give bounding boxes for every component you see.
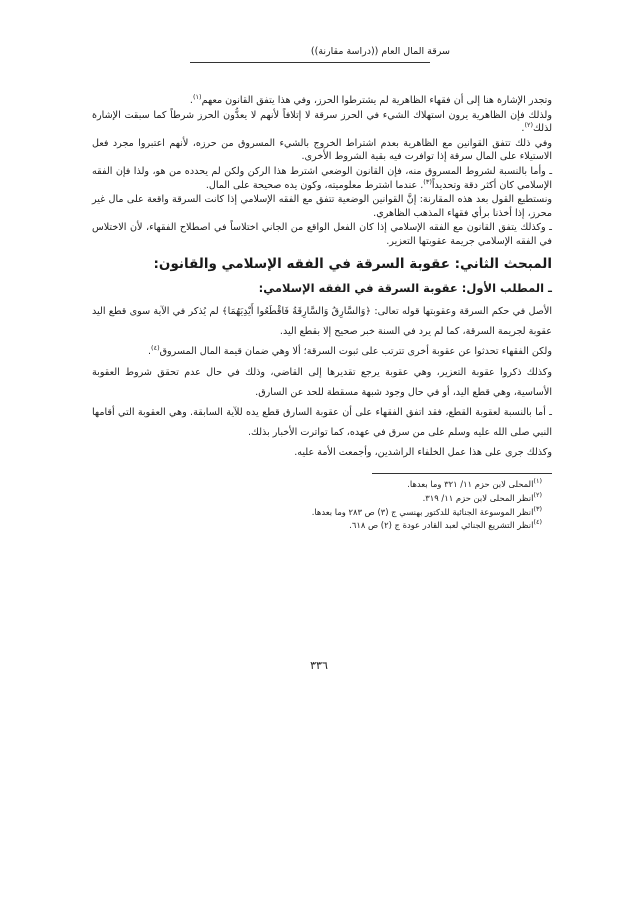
footnote: $^{(٢)}$انظر المحلى لابن حزم ١١/ ٣١٩. bbox=[422, 491, 542, 503]
subsection-title: ـ المطلب الأول: عقوبة السرقة في الفقه الإسلامي: bbox=[258, 280, 552, 295]
footnote: $^{(١)}$المحلى لابن حزم ١١/ ٣٢١ وما بعدها. bbox=[407, 477, 542, 490]
paragraph: وفي ذلك تتفق القوانين مع الظاهرية بعدم اشتراط الخروج بالشيء المسروق من حرزه، لأنهم اعتبروا مجرد فعل الاستيلاء على المال سرقة إذا توافرت فيه بقية الشروط الأخرى. bbox=[92, 137, 552, 163]
footnotes bbox=[92, 478, 552, 532]
paragraph: ولذلك فإن الظاهرية يرون استهلاك الشيء في الحرز سرقة لا إتلافاً لأنهم لا يعدُّون الحرز شرطاً كما سبقت الإشارة لذلك$^{(٢)}$. bbox=[92, 109, 552, 135]
paragraph: ـ أما بالنسبة لعقوبة القطع، فقد اتفق الفقهاء على أن عقوبة السارق قطع يده للآية السابقة. وهي العقوبة التي أقامها النبي صلى الله عليه وسلم على من سرق في عهده، كما تواترت الأخبار بذلك. bbox=[92, 406, 552, 439]
paragraph: وكذلك جرى على هذا عمل الخلفاء الراشدين، وأجمعت الأمة عليه. bbox=[294, 447, 552, 459]
page-number: ٣٣٦ bbox=[310, 659, 328, 672]
footnote-ref: (٢) bbox=[524, 121, 534, 130]
footnote-rule bbox=[372, 473, 552, 474]
footnote: $^{(٤)}$انظر التشريع الجنائي لعبد القادر عودة ج (٢) ص ٦١٨. bbox=[349, 518, 542, 531]
footnote-ref: (٣) bbox=[423, 177, 432, 186]
paragraph: ـ وأما بالنسبة لشروط المسروق منه، فإن القانون الوضعي اشترط هذا الركن ولكن لم يحدده من هو، ولذا فإن الفقه الإسلامي كان أكثر دقة وتحديداً$^{(٣)}$. عندما اشترط معلوميته، وكون يده صحيحة على المال. bbox=[92, 166, 552, 191]
footnote-ref: (٤) bbox=[151, 344, 160, 353]
paragraph: الأصل في حكم السرقة وعقوبتها قوله تعالى: ﴿وَالسَّارِقُ وَالسَّارِقَةُ فَاقْطَعُوا أَيْدِيَهُمَا﴾ لم يُذكر في الآية سوى قطع اليد عقوبة لجريمة السرقة، كما لم يرد في السنة خبر صحيح إلا بقطع اليد. bbox=[92, 306, 552, 338]
paragraph: وتجدر الإشارة هنا إلى أن فقهاء الظاهرية لم يشترطوا الحرز، وفي هذا يتفق القانون معهم$^{(١)}$. bbox=[189, 92, 552, 106]
footnote-ref: (١) bbox=[192, 92, 202, 101]
paragraph: ـ وكذلك يتفق القانون مع الفقه الإسلامي إذا كان الفعل الواقع من الجاني اختلاساً في اصطلاح الفقهاء، لأن الاختلاس في الفقه الإسلامي جريمة عقوبتها التعزير. bbox=[92, 222, 552, 248]
paragraph: وكذلك ذكروا عقوبة التعزير، وهي عقوبة يرجع تقديرها إلى القاضي، وذلك في حال عدم تحقق شروط العقوبة الأساسية، وهي قطع اليد، أو في حال وجود شبهة مسقطة للحد عن السارق. bbox=[92, 366, 552, 398]
section-title: المبحث الثاني: عقوبة السرقة في الفقه الإسلامي والقانون: bbox=[153, 255, 552, 272]
header-rule bbox=[190, 62, 430, 63]
paragraph: ونستطيع القول بعد هذه المقارنة: إنَّ القوانين الوضعية تتفق مع الفقه الإسلامي إذا كانت السرقة واقعة على مال غير محرز، إذا أخذنا برأي فقهاء المذهب الظاهري. bbox=[92, 194, 552, 219]
paragraph: ولكن الفقهاء تحدثوا عن عقوبة أخرى تترتب على ثبوت السرقة؛ ألا وهي ضمان قيمة المال المسروق$^{(٤)}$. bbox=[147, 344, 552, 358]
page-body bbox=[92, 94, 552, 533]
running-head: سرقة المال العام ((دراسة مقارنة)) bbox=[310, 46, 450, 57]
footnote: $^{(٣)}$انظر الموسوعة الجنائية للدكتور بهنسي ج (٣) ص ٢٨٣ وما بعدها. bbox=[311, 504, 542, 517]
